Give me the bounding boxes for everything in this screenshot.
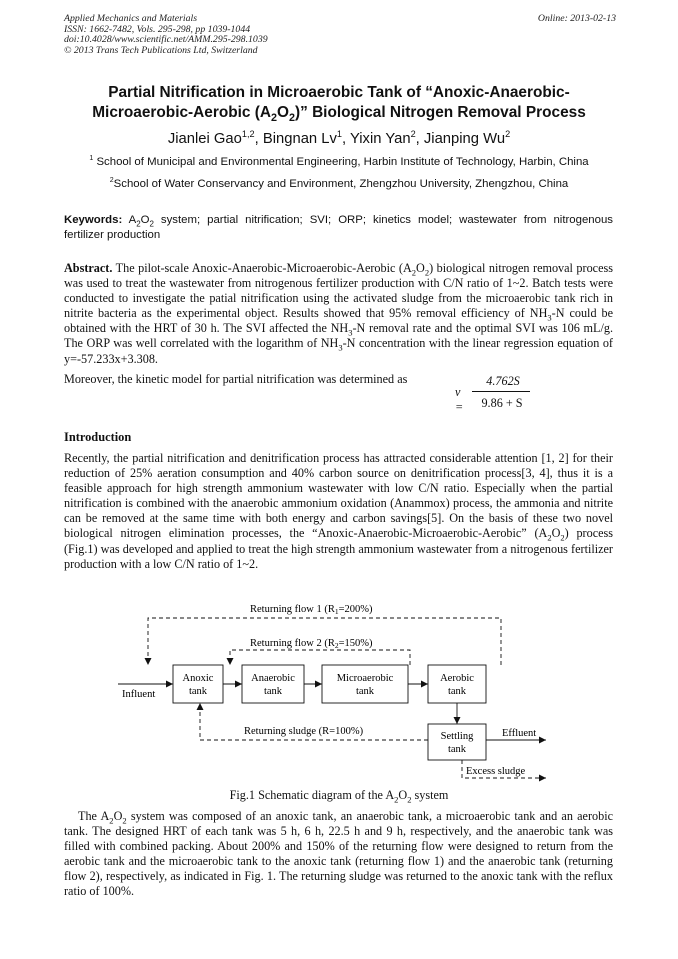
introduction-paragraph-1: Recently, the partial nitrification and denitrification process has attracted considerable attention [1, 2] for their reduction of 25% aeration consumption and 40% carbon source on denitrification process[3, 4], thus it is a feasible approach for high strength ammonium wastewater with low C/N ratio. Especially when the partial nitrification is combined with the anaerobic ammonium oxidation (Anammox) process, the ammonia and nitrite can be removed at the same time with both energy and carbon savings[5]. On the basis of these two novel biological nitrogen elimination processes, the “Anoxic-Anaerobic-Microaerobic-Aerobic” $(A_2O_2)$ process (Fig.1) was developed and applied to treat the high strength ammonium wastewater from a nitrogenous fertilizer production with a low C/N ratio of 1~2. bbox=[64, 451, 614, 571]
returning-flow-1-label: Returning flow 1 (R1=200%) bbox=[250, 604, 373, 616]
author: Bingnan Lv$^1$, bbox=[262, 129, 350, 147]
copyright-line: © 2013 Trans Tech Publications Ltd, Switzerland bbox=[64, 44, 258, 56]
online-date: Online: 2013-02-13 bbox=[537, 13, 616, 24]
returning-sludge-label: Returning sludge (R=100%) bbox=[244, 726, 364, 737]
paper-title bbox=[40, 83, 638, 123]
fraction-bar bbox=[472, 391, 530, 392]
journal-name: Applied Mechanics and Materials bbox=[64, 13, 198, 24]
returning-flow-2-line bbox=[230, 650, 410, 665]
author-list bbox=[0, 131, 678, 147]
issn-line: ISSN: 1662-7482, Vols. 295-298, pp 1039-1044 bbox=[64, 23, 251, 35]
microaerobic-tank-label: Microaerobic bbox=[336, 673, 394, 684]
aerobic-tank bbox=[428, 665, 486, 703]
excess-sludge-label: Excess sludge bbox=[466, 766, 526, 777]
author: Yixin Yan$^2$, bbox=[349, 129, 424, 147]
introduction-paragraph-2: The $A_2O_2$ system was composed of an anoxic tank, an anaerobic tank, a microaerobic tank and an aerobic tank. The designed HRT of each tank was 5 h, 6 h, 22.5 h and 9 h, respectively, and the anaerobic tank was filled with combined packing. About 200% and 150% of the returning flow were designed to return from the aerobic tank and the microaerobic tank to the anoxic tank (returning flow 1) and the anaerobic tank (returning flow 2), respectively, as indicated in Fig. 1. The returning sludge was returned to the anoxic tank with the reflux ratio of 100%. bbox=[64, 809, 614, 899]
influent-label: Influent bbox=[122, 689, 156, 700]
aerobic-tank-label: tank bbox=[447, 686, 467, 697]
anaerobic-tank-label: Anaerobic bbox=[251, 673, 295, 684]
running-header bbox=[64, 14, 616, 56]
abstract-last-line: Moreover, the kinetic model for partial nitrification was determined as bbox=[64, 372, 408, 386]
author: Jianlei Gao$^{1,2}$, bbox=[167, 129, 263, 147]
anoxic-tank bbox=[173, 665, 223, 703]
keywords: Keywords: $A_2O_2$ system; partial nitrification; SVI; ORP; kinetics model; wastewater from nitrogenous fertilizer production bbox=[64, 214, 613, 241]
returning-flow-2-label: Returning flow 2 (R2=150%) bbox=[250, 638, 373, 650]
figure-caption: Fig.1 Schematic diagram of the $A_2O_2$ system bbox=[229, 788, 449, 805]
process-schematic-figure bbox=[110, 598, 570, 788]
settling-tank-label: Settling bbox=[440, 731, 474, 742]
anoxic-tank-label: Anoxic bbox=[182, 673, 214, 684]
microaerobic-tank bbox=[322, 665, 408, 703]
microaerobic-tank-label: tank bbox=[355, 686, 375, 697]
doi-line: doi:10.4028/www.scientific.net/AMM.295-298.1039 bbox=[64, 34, 268, 46]
abstract: Abstract. The pilot-scale Anoxic-Anaerobic-Microaerobic-Aerobic $(A_2O_2)$ biological nitrogen removal process was used to treat the wastewater from nitrogenous fertilizer production with C/N ratio of 1~2. Batch tests were conducted to investigate the patial nitrification using the activated sludge from the microaerobic tank rich in nitrite bacteria as the experimental object. Results showed that 95% removal efficiency of $NH_3-N$ could be obtained with the HRT of 30 h. The SVI affected the $NH_3-N$ removal rate and the optimal SVI was 106 mL/g. The ORP was well correlated with the logarithm of $NH_3-N$ concentration with the linear regression equation of y=-57.233x+3.308. bbox=[64, 261, 614, 366]
author: Jianping Wu$^2$ bbox=[423, 129, 511, 147]
equation-denominator: 9.86 + S bbox=[481, 396, 523, 410]
equation-numerator: 4.762S bbox=[486, 374, 520, 388]
aerobic-tank-label: Aerobic bbox=[440, 673, 474, 684]
settling-tank-label: tank bbox=[447, 744, 467, 755]
effluent-label: Effluent bbox=[502, 728, 537, 739]
affiliation-2: $^2$School of Water Conservancy and Environment, Zhengzhou University, Zhengzhou, China bbox=[109, 177, 569, 190]
title-line-1: Partial Nitrification in Microaerobic Tank of “Anoxic-Anaerobic- bbox=[108, 84, 570, 101]
anaerobic-tank bbox=[242, 665, 304, 703]
anoxic-tank-label: tank bbox=[188, 686, 208, 697]
title-line-2: Microaerobic-Aerobic $(A_2O_2)$” Biological Nitrogen Removal Process bbox=[92, 104, 586, 125]
anaerobic-tank-label: tank bbox=[263, 686, 283, 697]
section-heading-introduction: Introduction bbox=[64, 430, 132, 444]
affiliation-1: $^1$ School of Municipal and Environmental Engineering, Harbin Institute of Technology, Harbin, China bbox=[89, 155, 589, 168]
equation-lhs: v = bbox=[455, 385, 464, 414]
